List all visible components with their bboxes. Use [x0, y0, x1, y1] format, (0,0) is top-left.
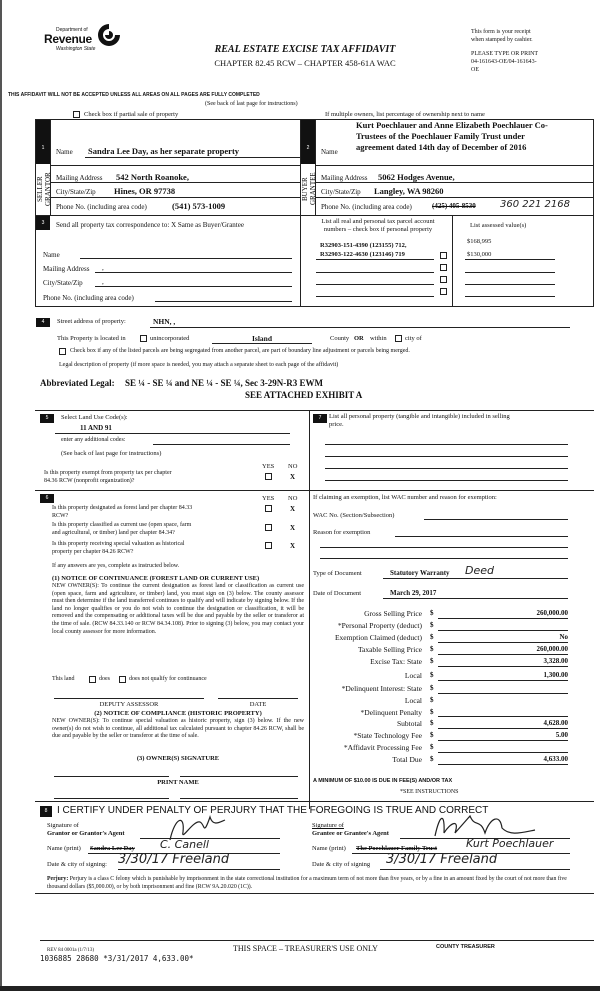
county-field[interactable]: Island [251, 334, 272, 343]
seller-phone-label: Phone No. (including area code) [56, 203, 147, 211]
parcel-personal-checkbox-4[interactable] [440, 288, 447, 295]
scan-left-edge [0, 0, 2, 991]
treasurer-use-label: THIS SPACE – TREASURER'S USE ONLY [233, 944, 378, 953]
taxable-selling-price-field[interactable]: 260,000.00 [536, 645, 568, 653]
exempt-yes-header: YES [262, 463, 275, 470]
assessor-date-field[interactable] [218, 698, 298, 699]
buyer-section-num: 2 [301, 143, 315, 153]
perjury-label: Perjury: [47, 876, 69, 882]
parcel-field-3[interactable] [316, 272, 434, 273]
assessed-field-5[interactable] [465, 296, 555, 297]
exempt-question-1: Is this property exempt from property tax per chapter [44, 470, 172, 476]
corr-phone-field[interactable] [155, 301, 292, 302]
parcels-header-1: List all real and personal tax parcel account [321, 218, 435, 225]
doc-date-field[interactable]: March 29, 2017 [390, 589, 437, 597]
grantee-date-line [380, 869, 570, 870]
grantee-label: GRANTEE [309, 172, 317, 206]
or-label: OR [354, 335, 364, 342]
fin-label: Total Due [392, 755, 422, 764]
fin-line [438, 642, 568, 643]
county-label: County [330, 335, 350, 342]
exemption-label: If claiming an exemption, list WAC number and reason for exemption: [313, 494, 497, 501]
unincorporated-checkbox[interactable] [140, 335, 147, 342]
seller-city-label: City/State/Zip [56, 188, 96, 196]
s6-if-yes: If any answers are yes, complete as instructed below. [52, 563, 180, 569]
corr-city-label: City/State/Zip [43, 279, 83, 287]
fin-currency: $ [430, 671, 434, 679]
personal-property-field-1[interactable] [325, 444, 568, 445]
seller-city-field[interactable]: Hines, OR 97738 [114, 186, 176, 196]
parcel-1[interactable]: R32903-151-4390 (123155) 712, [320, 242, 407, 249]
grantor-label: GRANTOR [44, 172, 52, 206]
deputy-assessor-label: DEPUTY ASSESSOR [99, 701, 159, 708]
fin-currency: $ [430, 708, 434, 716]
fin-line [438, 630, 568, 631]
s6-yes-header: YES [262, 495, 275, 502]
state-technology-fee-field[interactable]: 5.00 [555, 731, 568, 739]
seller-section-num-block [36, 120, 50, 164]
s6-q1-yes-checkbox[interactable] [265, 505, 272, 512]
personal-property-field-4[interactable] [325, 480, 568, 481]
street-label: Street address of property: [57, 318, 126, 325]
s6-q3-no-answer[interactable]: X [290, 542, 296, 550]
buyer-bottom-line [300, 215, 594, 216]
fin-line [438, 666, 568, 667]
s6-q3-yes-checkbox[interactable] [265, 542, 272, 549]
doc-date-line [383, 598, 568, 599]
fin-currency: $ [430, 731, 434, 739]
receipt-note-2: when stamped by cashier. [471, 37, 533, 43]
seller-row-divider [50, 165, 300, 166]
fin-currency: $ [430, 621, 434, 629]
buyer-phone-struck: (425) 405-8530 [432, 202, 476, 210]
fin-label: Exemption Claimed (deduct) [334, 633, 422, 642]
seller-side-label [36, 164, 50, 214]
assessed-value-2[interactable]: $130,000 [467, 251, 492, 258]
notice1-body: NEW OWNER(S): To continue the current designation as forest land or classification as current use (open space, farm and agriculture, or timber) land, you must sign on (3) below. The county assessor must then determine if the land transferred continues to qualify and will indicate by signing below. If the land no longer qualifies or you do not wish to continue the designation or classification, it will be removed and the compensating or additional taxes will be due and payable by the seller or transferor at the time of sale. (RCW 84.33.140 or RCW 84.34.108). Prior to signing (3) below, you may contact your local county assessor for more information. [52, 583, 304, 635]
seller-name-field[interactable]: Sandra Lee Day, as her separate property [88, 146, 240, 156]
buyer-city-field[interactable]: Langley, WA 98260 [374, 186, 444, 196]
grantor-name-handwritten[interactable]: C. Canell [160, 838, 209, 851]
parcel-personal-checkbox-3[interactable] [440, 276, 447, 283]
seller-address-field[interactable]: 542 North Roanoke, [116, 172, 189, 182]
corr-phone-label: Phone No. (including area code) [43, 294, 134, 302]
wac-label: WAC No. (Section/Subsection) [313, 512, 395, 519]
personal-property-label-1: List all personal property (tangible and intangible) included in selling [329, 413, 510, 420]
buyer-label: BUYER [301, 177, 309, 201]
fin-currency: $ [430, 755, 434, 763]
reason-field-2[interactable] [320, 547, 568, 548]
land-use-codes[interactable]: 11 AND 91 [80, 424, 112, 432]
parcel-divider [452, 215, 453, 307]
personal-property-field-2[interactable] [325, 456, 568, 457]
buyer-address-field[interactable]: 5062 Hodges Avenue, [378, 172, 455, 182]
grantor-sig-label-1: Signature of [47, 822, 79, 829]
treasurer-top-line [40, 940, 594, 941]
fin-label: *Delinquent Penalty [360, 708, 422, 717]
city-checkbox[interactable] [395, 335, 402, 342]
city-of-label: city of [405, 335, 422, 342]
middle-top-line [35, 410, 594, 411]
seller-address-label: Mailing Address [56, 174, 103, 182]
exempt-no-header: NO [288, 463, 298, 470]
fin-line [438, 740, 568, 741]
parcel-personal-checkbox-2[interactable] [440, 264, 447, 271]
fin-line [438, 728, 568, 729]
fin-line [438, 764, 568, 765]
corr-name-label: Name [43, 251, 60, 259]
exemption-claimed-field[interactable]: No [559, 633, 568, 641]
personal-property-field-3[interactable] [325, 468, 568, 469]
fin-currency: $ [430, 743, 434, 751]
buyer-address-line [315, 182, 594, 183]
excise-tax-local-field[interactable]: 1,300.00 [543, 671, 568, 679]
assessed-header: List assessed value(s) [470, 222, 527, 229]
parcel-2[interactable]: R32903-122-4630 (123146) 719 [320, 251, 405, 258]
grantor-sig-label-2: Grantor or Grantor's Agent [47, 830, 125, 837]
fin-line [438, 680, 568, 681]
fin-label: Excise Tax: State [370, 657, 422, 666]
land-use-line [55, 433, 290, 434]
assessed-field-4[interactable] [465, 284, 555, 285]
s6-q1-no-answer[interactable]: X [290, 505, 296, 513]
exhibit-note: SEE ATTACHED EXHIBIT A [245, 390, 363, 400]
corr-address-label: Mailing Address [43, 265, 90, 273]
grantor-date-label: Date & city of signing: [47, 861, 107, 868]
fin-line [438, 618, 568, 619]
gross-selling-price-field[interactable]: 260,000.00 [536, 609, 568, 617]
fin-label: Subtotal [396, 719, 422, 728]
print-name-label: PRINT NAME [157, 779, 199, 786]
segregated-label: Check box if any of the listed parcels are being segregated from another parcel, are part of boundary line adjustment or parcels being merged. [70, 348, 410, 354]
middle-bottom-line [35, 801, 594, 802]
buyer-name-line2[interactable]: Trustees of the Poechlauer Family Trust under [356, 131, 525, 141]
s6-q2-no-answer[interactable]: X [290, 524, 296, 532]
notice2-title: (2) NOTICE OF COMPLIANCE (HISTORIC PROPERTY) [94, 710, 262, 717]
fin-label: Local [404, 696, 422, 705]
partial-sale-label: Check box if partial sale of property [84, 111, 179, 118]
multiple-owners-note: If multiple owners, list percentage of ownership next to name [325, 111, 485, 118]
street-line [150, 327, 570, 328]
print-name-field-2[interactable] [180, 798, 298, 799]
form-id-1: 04-161643-OE/04-161643- [471, 59, 537, 65]
section7-bottom-line [309, 490, 594, 491]
does-label: does [99, 676, 110, 682]
grantee-date-label: Date & city of signing [312, 861, 371, 868]
warning-text: THIS AFFIDAVIT WILL NOT BE ACCEPTED UNLESS ALL AREAS ON ALL PAGES ARE FULLY COMPLETED [8, 92, 260, 98]
additional-codes-field[interactable] [153, 444, 290, 445]
fin-label: *Affidavit Processing Fee [343, 743, 422, 752]
section5-bottom-line [35, 490, 309, 491]
exempt-yes-checkbox[interactable] [265, 473, 272, 480]
perjury-text: Perjury is a class C felony which is punishable by imprisonment in the state correctional institution for a maximum term of not more than five years, or by a fine in an amount fixed by the court of not more than five thousand dollars ($5,000.00), or by both imprisonment and fine (RCW 9A.20.020 (1C)). [47, 876, 567, 890]
subtotal-field[interactable]: 4,628.00 [543, 719, 568, 727]
does-not-checkbox[interactable] [119, 676, 126, 683]
deputy-assessor-field[interactable] [54, 698, 204, 699]
s6-no-header: NO [288, 495, 298, 502]
located-label: This Property is located in [57, 335, 126, 342]
buyer-name-line1[interactable]: Kurt Poechlauer and Anne Elizabeth Poechlauer Co- [356, 120, 548, 130]
buyer-name-line3[interactable]: agreement dated 14th day of December of 2016 [356, 142, 527, 152]
grantee-sig-label-1: Signature of [312, 822, 344, 829]
seller-label: SELLER [36, 176, 44, 202]
parcel-field-4[interactable] [316, 284, 434, 285]
section7-num: 7 [313, 414, 327, 423]
minimum-note: A MINIMUM OF $10.00 IS DUE IN FEE(S) AND/OR TAX [313, 778, 453, 784]
receipt-stamp: 1036885 28680 *3/31/2017 4,633.00* [40, 954, 194, 963]
grantee-sig-label-2: Grantee or Grantee's Agent [312, 830, 389, 837]
seller-bottom-line [35, 215, 300, 216]
reason-field-3[interactable] [320, 558, 568, 559]
assessed-field-3[interactable] [465, 272, 555, 273]
seller-city-line [50, 197, 300, 198]
fin-currency: $ [430, 684, 434, 692]
fin-line [438, 716, 568, 717]
fin-label: *State Technology Fee [353, 731, 422, 740]
s6-q3-line2: property per chapter 84.26 RCW? [52, 549, 134, 555]
s6-q1-line1: Is this property designated as forest land per chapter 84.33 [52, 505, 193, 511]
seller-phone-field[interactable]: (541) 573-1009 [172, 201, 226, 211]
perjury-notice [47, 875, 577, 891]
s6-q3-line1: Is this property receiving special valuation as historical [52, 541, 185, 547]
corr-address-field[interactable] [95, 272, 292, 273]
fin-line [438, 693, 568, 694]
instructions-note: (See back of last page for instructions) [205, 101, 298, 107]
buyer-phone-label: Phone No. (including area code) [321, 203, 412, 211]
logo-state: Washington State [56, 46, 96, 52]
buyer-name-label: Name [321, 148, 338, 156]
doc-type-label: Type of Document [313, 570, 362, 577]
land-qualify-label: This land [52, 676, 75, 682]
logo-revenue: Revenue [44, 32, 92, 46]
reason-field-1[interactable] [395, 536, 568, 537]
print-name-field-1[interactable] [54, 798, 169, 799]
abbrev-legal-label: Abbreviated Legal: [40, 378, 115, 388]
scan-bottom-edge [0, 986, 600, 991]
corr-address-value: , [102, 264, 104, 272]
grantor-name-struck: Sandra Lee Day [90, 845, 135, 852]
doc-type-field[interactable]: Statutory Warranty [390, 569, 450, 577]
correspondence-section-num: 3 [36, 216, 50, 230]
owner-sig-field-1[interactable] [54, 776, 169, 777]
dor-swirl-icon [96, 22, 122, 48]
county-treasurer-label: COUNTY TREASURER [436, 944, 495, 950]
form-subtitle: CHAPTER 82.45 RCW – CHAPTER 458-61A WAC [214, 58, 396, 68]
buyer-city-label: City/State/Zip [321, 188, 361, 196]
correspondence-label: Send all property tax correspondence to: X Same as Buyer/Grantee [56, 221, 244, 229]
parcel-line-1 [316, 259, 434, 260]
form-id-2: OE [471, 67, 479, 73]
abbrev-legal-value[interactable]: SE ¼ - SE ¼ and NE ¼ - SE ¼, Sec 3-29N-R3 EWM [125, 378, 324, 388]
parcels-header-2: numbers – check box if personal property [323, 226, 433, 233]
reason-label: Reason for exemption [313, 529, 371, 536]
within-label: within [370, 335, 387, 342]
seller-vline [50, 119, 51, 215]
seller-address-line [50, 182, 300, 183]
seller-name-label: Name [56, 148, 73, 156]
s6-q2-line1: Is this property classified as current use (open space, farm [52, 522, 192, 528]
grantee-date-handwritten[interactable]: 3/30/17 Freeland [386, 852, 498, 867]
fin-currency: $ [430, 719, 434, 727]
buyer-side-label [301, 164, 315, 214]
segregated-checkbox[interactable] [59, 348, 66, 355]
doc-type-line [383, 578, 568, 579]
buyer-city-line [315, 197, 594, 198]
fin-currency: $ [430, 609, 434, 617]
s6-q2-yes-checkbox[interactable] [265, 524, 272, 531]
see-instructions: *SEE INSTRUCTIONS [400, 789, 459, 795]
street-field[interactable]: NHN, , [153, 317, 176, 326]
s6-q2-line2: and agricultural, or timber) land per chapter 84.34? [52, 530, 175, 536]
buyer-row-divider [315, 165, 594, 166]
logo-dept: Department of [56, 27, 88, 33]
notice1-title: (1) NOTICE OF CONTINUANCE (FOREST LAND OR CURRENT USE) [52, 575, 260, 582]
fin-label: Gross Selling Price [364, 609, 422, 618]
grantee-name-label: Name (print) [312, 845, 346, 852]
section6-num: 6 [40, 494, 54, 503]
notice2-body: NEW OWNER(S): To continue special valuation as historic property, sign (3) below. If the new owner(s) do not wish to continue, all additional tax calculated pursuant to chapter 84.26 RCW, shall be due and payable by the seller or transferor at the time of sale. [52, 718, 304, 740]
fin-label: Taxable Selling Price [357, 645, 422, 654]
corr-name-field[interactable] [80, 258, 292, 259]
grantor-date-handwritten[interactable]: 3/30/17 Freeland [118, 852, 230, 867]
doc-date-label: Date of Document [313, 590, 362, 597]
grantee-name-handwritten[interactable]: Kurt Poechlauer [466, 837, 554, 850]
land-use-instructions: (See back of last page for instructions) [61, 450, 162, 457]
total-due-field[interactable]: 4,633.00 [543, 755, 568, 763]
parcel-field-5[interactable] [316, 296, 434, 297]
partial-sale-checkbox[interactable] [73, 111, 80, 118]
type-or-print: PLEASE TYPE OR PRINT [471, 51, 539, 57]
date-label: DATE [249, 701, 267, 708]
unincorporated-label: unincorporated [150, 335, 190, 342]
perjury-bottom-line [35, 893, 594, 894]
grantor-date-line [118, 869, 280, 870]
grantee-name-struck: The Poechlauer Family Trust [356, 845, 438, 852]
legal-desc-label: Legal description of property (if more space is needed, you may attach a separate sheet to each page of the affidavit) [59, 362, 339, 368]
fin-label: *Personal Property (deduct) [337, 621, 422, 630]
exempt-no-answer[interactable]: X [290, 473, 296, 481]
wac-field[interactable] [424, 519, 568, 520]
land-use-label: Select Land Use Code(s): [61, 414, 128, 421]
does-checkbox[interactable] [89, 676, 96, 683]
assessed-value-1[interactable]: $168,995 [467, 238, 492, 245]
doc-type-handwritten: Deed [465, 564, 494, 577]
fin-currency: $ [430, 696, 434, 704]
assessed-line-1 [465, 259, 555, 260]
receipt-note-1: This form is your receipt [471, 29, 531, 35]
grantor-name-label: Name (print) [47, 845, 81, 852]
corr-city-value: , [102, 278, 104, 286]
property-section-num: 4 [36, 318, 50, 327]
seller-name-line [85, 157, 300, 158]
fin-currency: $ [430, 657, 434, 665]
seller-section-num: 1 [36, 143, 50, 153]
s6-q1-line2: RCW? [52, 513, 69, 519]
fin-label: Local [404, 671, 422, 680]
county-line [212, 343, 312, 344]
corr-city-field[interactable] [95, 286, 292, 287]
additional-codes-label: enter any additional codes: [61, 437, 126, 443]
fin-currency: $ [430, 645, 434, 653]
buyer-section-num-block [301, 120, 315, 164]
owner-sig-label: (3) OWNER(S) SIGNATURE [136, 755, 220, 762]
excise-tax-state-field[interactable]: 3,328.00 [543, 657, 568, 665]
fin-currency: $ [430, 633, 434, 641]
dor-logo [44, 22, 124, 62]
fin-label: *Delinquent Interest: State [341, 684, 422, 693]
buyer-phone-handwritten[interactable]: 360 221 2168 [500, 199, 570, 210]
fin-line [438, 752, 568, 753]
buyer-vline [315, 119, 316, 215]
fin-line [438, 654, 568, 655]
personal-property-label-2: price. [329, 421, 344, 428]
does-not-label: does not qualify for continuance [129, 676, 207, 682]
certification-statement: I CERTIFY UNDER PENALTY OF PERJURY THAT THE FOREGOING IS TRUE AND CORRECT [57, 805, 489, 816]
rev-number: REV 84 0001a (1/7/13) [47, 948, 94, 953]
owner-sig-field-2[interactable] [180, 776, 298, 777]
buyer-address-label: Mailing Address [321, 174, 368, 182]
parcel-personal-checkbox-1[interactable] [440, 252, 447, 259]
land-use-section-num: 5 [40, 414, 54, 423]
exempt-question-2: 84.36 RCW (nonprofit organization)? [44, 478, 135, 484]
form-title: REAL ESTATE EXCISE TAX AFFIDAVIT [214, 44, 396, 55]
certification-num: 8 [40, 806, 52, 817]
